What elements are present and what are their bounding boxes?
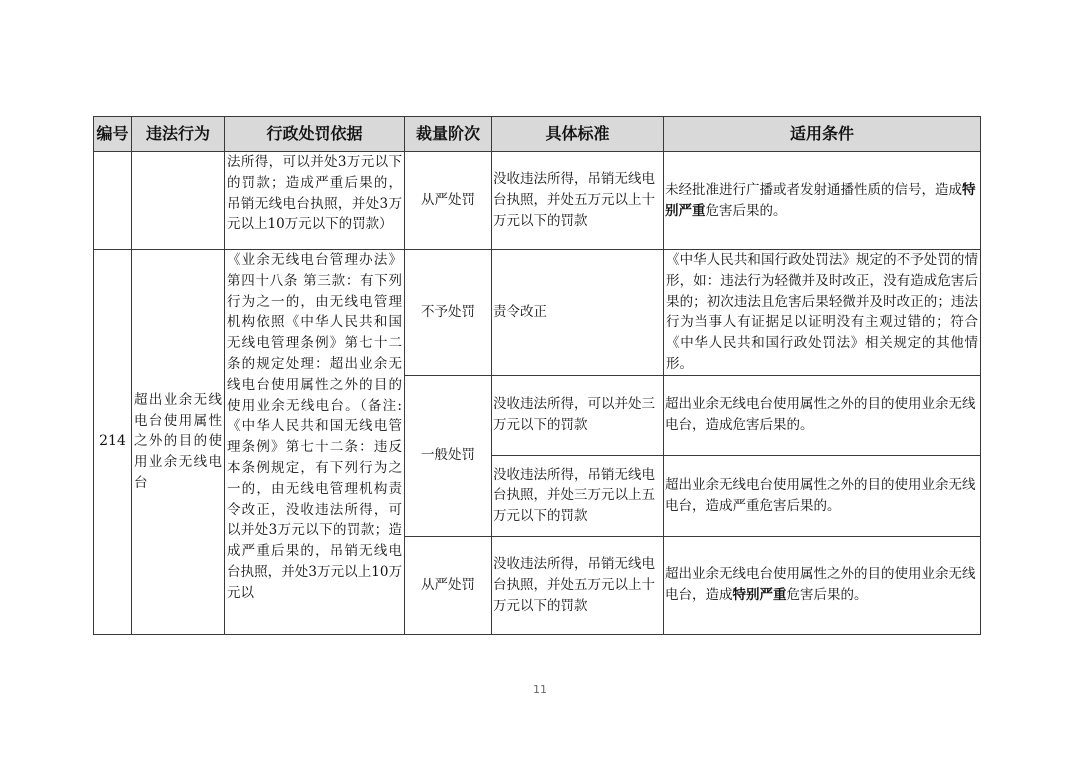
cell-violation-empty [132, 152, 225, 250]
cell-standard: 没收违法所得，吊销无线电台执照，并处三万元以上五万元以下的罚款 [492, 455, 664, 536]
cell-item-basis: 《业余无线电台管理办法》第四十八条 第三款：有下列行为之一的，由无线电管理机构依照《中华人民共和国无线电管理条例》第七十二条的规定处理：超出业余无线电台使用属性之外的目的使用业余无线电台。（备注:《中华人民共和国无线电管理条例》第七十二条：违反本条例规定，有下列行为之一的，由无线电管理机构责令改正，没收违法所得，可以并处3万元以下的罚款；造成严重后果的，吊销无线电台执照，并处3万元以上10万元以 [225, 250, 405, 635]
page-number: 11 [533, 683, 547, 696]
table-row-continuation [94, 152, 981, 250]
header-standard: 具体标准 [492, 117, 664, 152]
cell-standard: 责令改正 [492, 250, 664, 376]
condition-text-end: 危害后果的。 [705, 202, 787, 219]
cell-item-violation: 超出业余无线电台使用属性之外的目的使用业余无线电台 [132, 250, 225, 635]
cell-level-continuation: 从严处罚 [405, 152, 492, 250]
header-violation: 违法行为 [132, 117, 225, 152]
cell-level: 不予处罚 [405, 250, 492, 376]
cell-standard: 没收违法所得，吊销无线电台执照，并处五万元以上十万元以下的罚款 [492, 536, 664, 634]
cell-standard: 没收违法所得，可以并处三万元以下的罚款 [492, 375, 664, 455]
cell-condition: 《中华人民共和国行政处罚法》规定的不予处罚的情形，如：违法行为轻微并及时改正，没有造成危害后果的；初次违法且危害后果轻微并及时改正的；违法行为当事人有证据足以证明没有主观过错的；符合《中华人民共和国行政处罚法》相关规定的其他情形。 [664, 250, 981, 376]
cell-basis-continuation: 法所得，可以并处3万元以下的罚款；造成严重后果的，吊销无线电台执照，并处3万元以上10万元以下的罚款） [225, 152, 405, 250]
cell-condition: 超出业余无线电台使用属性之外的目的使用业余无线电台，造成危害后果的。 [664, 375, 981, 455]
condition-emphasis: 特别严重 [732, 587, 787, 604]
cell-condition-continuation [664, 152, 981, 250]
cell-standard-continuation: 没收违法所得，吊销无线电台执照，并处五万元以上十万元以下的罚款 [492, 152, 664, 250]
cell-level: 一般处罚 [405, 375, 492, 536]
header-level: 裁量阶次 [405, 117, 492, 152]
table-row [94, 250, 981, 376]
condition-emphasis: 特别严重 [665, 181, 976, 219]
header-number: 编号 [94, 117, 132, 152]
header-basis: 行政处罚依据 [225, 117, 405, 152]
header-row [94, 117, 981, 152]
cell-number-empty [94, 152, 132, 250]
condition-text: 超出业余无线电台使用属性之外的目的使用业余无线电台，造成 [665, 566, 976, 604]
cell-condition: 超出业余无线电台使用属性之外的目的使用业余无线电台，造成严重危害后果的。 [664, 455, 981, 536]
condition-text-end: 危害后果的。 [786, 587, 868, 604]
header-condition: 适用条件 [664, 117, 981, 152]
cell-level: 从严处罚 [405, 536, 492, 634]
cell-item-number: 214 [94, 250, 132, 635]
cell-condition [664, 536, 981, 634]
penalty-table [93, 116, 981, 635]
condition-text: 未经批准进行广播或者发射通播性质的信号，造成 [665, 181, 962, 198]
